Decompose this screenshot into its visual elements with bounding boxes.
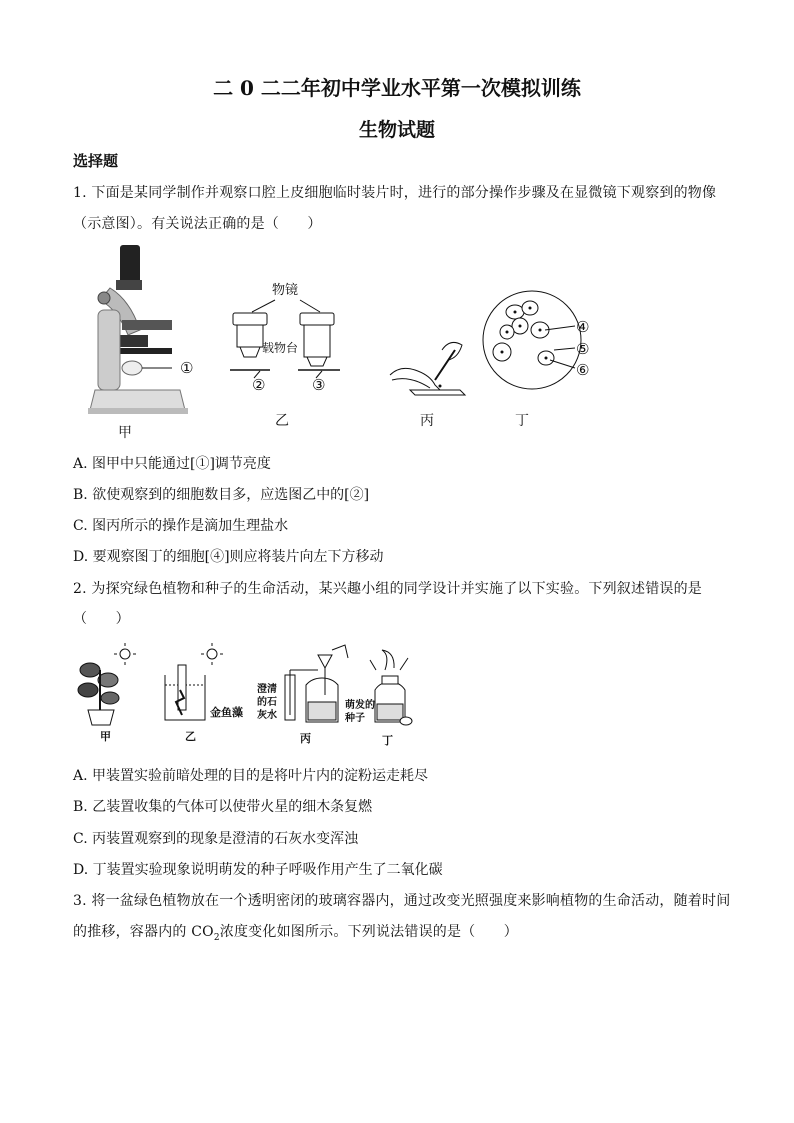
label-wujing: 物镜 [272, 283, 299, 298]
q3-line2-part-a: 的推移，容器内的 CO [73, 924, 214, 940]
q1-stem-line1: 1. 下面是某同学制作并观察口腔上皮细胞临时装片时，进行的部分操作步骤及在显微镜下观察到的物像 [73, 185, 717, 201]
q2-label-yi: 乙 [185, 730, 196, 743]
q3-stem-line2 [73, 921, 518, 943]
q1-option-a: A. 图甲中只能通过[①]调节亮度 [73, 456, 271, 472]
q2-label-zhongzi2: 种子 [345, 713, 365, 724]
potted-plant-illustration [78, 643, 136, 725]
q2-label-shihui1: 澄清 [257, 684, 277, 695]
label-ding: 丁 [515, 413, 529, 429]
q1-option-c: C. 图丙所示的操作是滴加生理盐水 [73, 518, 289, 534]
q2-stem-line1: 2. 为探究绿色植物和种子的生命活动，某兴趣小组的同学设计并实施了以下实验。下列叙述错误的是 [73, 581, 703, 597]
paper-subtitle: 生物试题 [358, 119, 435, 141]
co2-subscript: 2 [213, 932, 220, 943]
q2-label-shihui3: 灰水 [257, 710, 277, 721]
label-n5: ⑤ [576, 340, 590, 358]
q1-option-b: B. 欲使观察到的细胞数目多，应选图乙中的[②] [73, 487, 370, 503]
q2-stem-line2: （ ） [73, 611, 130, 627]
q2-label-zhongzi1: 萌发的 [345, 700, 375, 711]
microscope-illustration [88, 245, 188, 414]
q3-stem-line1: 3. 将一盆绿色植物放在一个透明密闭的玻璃容器内，通过改变光照强度来影响植物的生命活动，随着时间 [73, 893, 731, 909]
q2-option-d: D. 丁装置实验现象说明萌发的种子呼吸作用产生了二氧化碳 [73, 862, 443, 878]
q1-figure [70, 240, 630, 445]
section-heading: 选择题 [73, 152, 119, 170]
q3-line2-part-b: 浓度变化如图所示。下列说法错误的是（ ） [219, 924, 518, 940]
cells-view-illustration [483, 291, 581, 389]
objective-lenses-illustration [230, 282, 340, 378]
label-n2: ② [252, 376, 266, 394]
q1-option-d: D. 要观察图丁的细胞[④]则应将装片向左下方移动 [73, 549, 384, 565]
label-yi: 乙 [275, 413, 289, 429]
q2-label-jinyuzao: 金鱼藻 [210, 706, 243, 719]
label-n4: ④ [576, 318, 590, 336]
q1-stem-line2: （示意图）。有关说法正确的是（ ） [73, 216, 322, 232]
label-zaiwutai: 载物台 [262, 341, 299, 355]
label-n6: ⑥ [576, 361, 590, 379]
q2-figure [70, 640, 430, 750]
q2-label-bing: 丙 [300, 732, 311, 745]
seed-jar-candle-illustration [370, 650, 412, 725]
label-n1: ① [180, 359, 194, 377]
paper-title: 二 0 二二年初中学业水平第一次模拟训练 [213, 76, 581, 100]
q2-option-c: C. 丙装置观察到的现象是澄清的石灰水变浑浊 [73, 831, 359, 847]
label-bing: 丙 [420, 413, 434, 429]
label-n3: ③ [312, 376, 326, 394]
q2-label-jia: 甲 [100, 730, 111, 743]
limewater-apparatus-illustration [285, 645, 348, 722]
q2-option-b: B. 乙装置收集的气体可以使带火星的细木条复燃 [73, 799, 373, 815]
label-jia: 甲 [118, 425, 132, 441]
dropper-hand-illustration [390, 342, 465, 395]
q2-option-a: A. 甲装置实验前暗处理的目的是将叶片内的淀粉运走耗尽 [73, 768, 429, 784]
q2-label-ding: 丁 [382, 734, 393, 747]
q2-label-shihui2: 的石 [257, 697, 277, 708]
